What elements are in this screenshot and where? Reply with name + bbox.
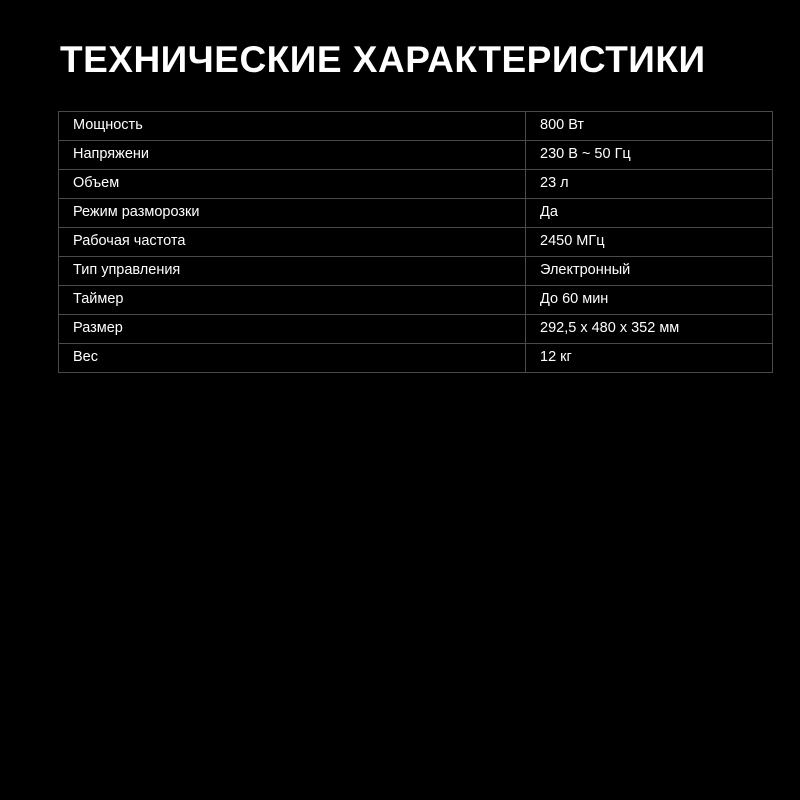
table-row	[59, 314, 773, 343]
spec-value: 12 кг	[526, 343, 773, 372]
spec-value: До 60 мин	[526, 285, 773, 314]
spec-value: Да	[526, 198, 773, 227]
table-row	[59, 169, 773, 198]
spec-param: Рабочая частота	[59, 227, 526, 256]
table-row	[59, 256, 773, 285]
specifications-table-body	[59, 111, 773, 372]
page-title: ТЕХНИЧЕСКИЕ ХАРАКТЕРИСТИКИ	[60, 39, 706, 80]
spec-param: Мощность	[59, 111, 526, 140]
table-row	[59, 227, 773, 256]
table-row	[59, 343, 773, 372]
spec-value: 2450 МГц	[526, 227, 773, 256]
spec-value: 230 В ~ 50 Гц	[526, 140, 773, 169]
spec-param: Напряжени	[59, 140, 526, 169]
specifications-table	[58, 111, 773, 373]
table-row	[59, 111, 773, 140]
spec-param: Вес	[59, 343, 526, 372]
spec-value: Электронный	[526, 256, 773, 285]
spec-param: Таймер	[59, 285, 526, 314]
table-row	[59, 140, 773, 169]
spec-param: Режим разморозки	[59, 198, 526, 227]
spec-value: 23 л	[526, 169, 773, 198]
spec-param: Размер	[59, 314, 526, 343]
spec-param: Тип управления	[59, 256, 526, 285]
table-row	[59, 198, 773, 227]
spec-value: 800 Вт	[526, 111, 773, 140]
spec-param: Объем	[59, 169, 526, 198]
table-row	[59, 285, 773, 314]
spec-value: 292,5 x 480 x 352 мм	[526, 314, 773, 343]
